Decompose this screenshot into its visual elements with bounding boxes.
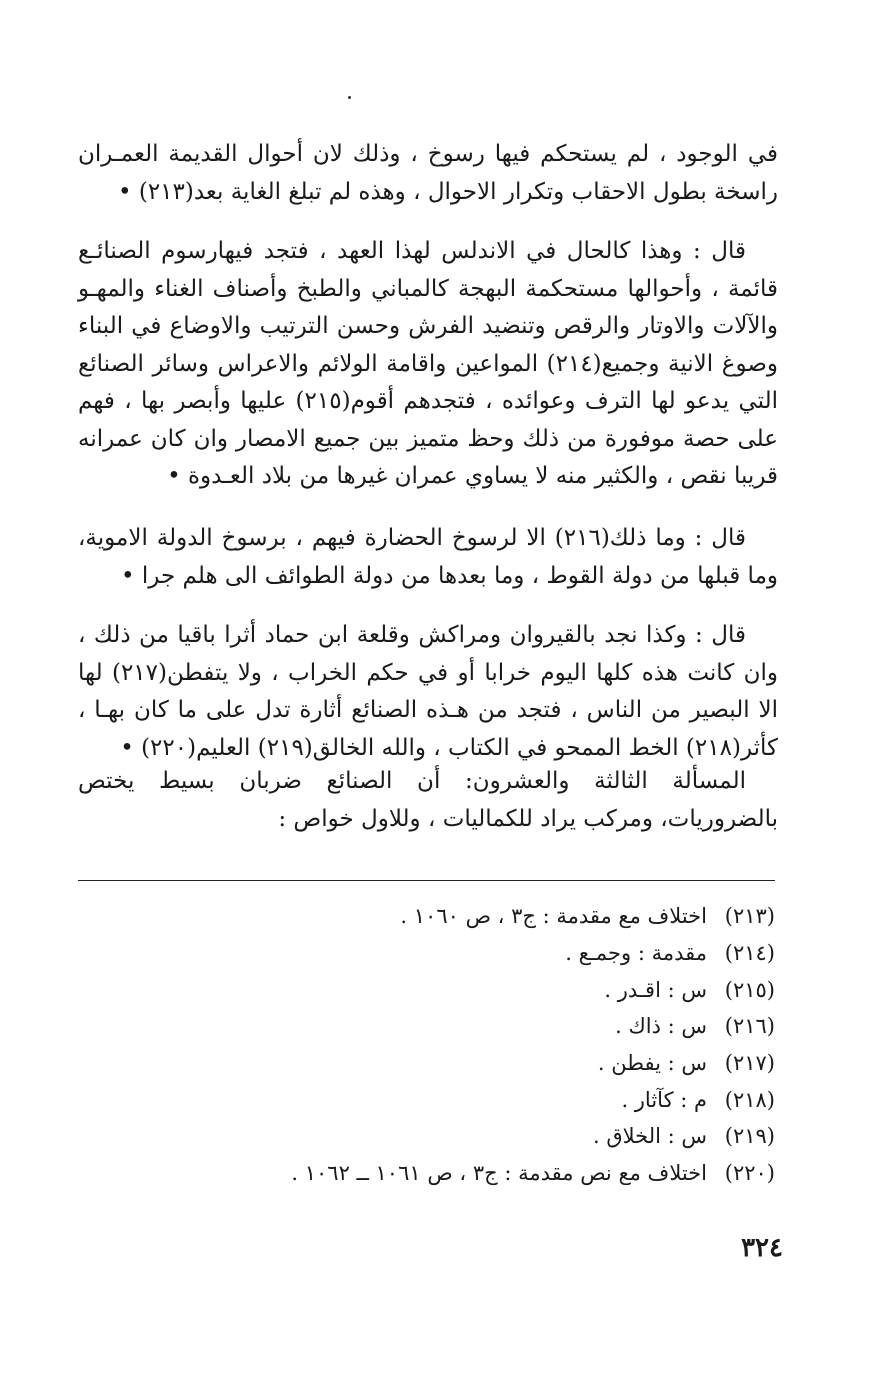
- footnote-text: م : كآثار .: [621, 1087, 707, 1112]
- footnote-text: س : اقـدر .: [604, 977, 707, 1002]
- footnote-number: (٢١٧): [724, 1051, 775, 1076]
- footnote: [180, 1045, 775, 1082]
- footnote: [180, 935, 775, 972]
- footnote-text: مقدمة : وجمـع .: [565, 941, 707, 966]
- footnote: [180, 971, 775, 1008]
- footnote: [180, 1155, 775, 1192]
- footnote-number: (٢١٩): [724, 1124, 775, 1149]
- paragraph-2: قال : وهذا كالحال في الاندلس لهذا العهد ، فتجد فيهارسوم الصنائـع قائمة ، وأحوالها مستحكمة البهجة كالمباني والطبخ وأصناف الغناء والمهـو والآلات والاوتار والرقص وتنضيد الفرش وحسن الترتيب والاوضاع في البناء وصوغ الانية وجميع(٢١٤) المواعين واقامة الولائم والاعراس وسائر الصنائع التي يدعو لها الترف وعوائده ، فتجدهم أقوم(٢١٥) عليها وأبصر بها ، فهم على حصة موفورة من ذلك وحظ متميز بين جميع الامصار وان كان عمرانه قريبا نقص ، والكثير منه لا يساوي عمران غيرها من بلاد العـدوة •: [78, 238, 778, 489]
- footnote-text: اختلاف مع نص مقدمة : ج٣ ، ص ١٠٦١ ــ ١٠٦٢ .: [291, 1161, 707, 1186]
- page-number: ٣٢٤: [741, 1233, 783, 1263]
- footnote-number: (٢١٤): [724, 941, 775, 966]
- footnote-number: (٢١٣): [724, 904, 775, 929]
- paragraph-4: قال : وكذا نجد بالقيروان ومراكش وقلعة ابن حماد أثرا باقيا من ذلك ، وان كانت هذه كلها اليوم خرابا أو في حكم الخراب ، ولا يتفطن(٢١٧) لها الا البصير من الناس ، فتجد من هـذه الصنائع أثارة تدل على ما كان بهـا ، كأثر(٢١٨) الخط الممحو في الكتاب ، والله الخالق(٢١٩) العليم(٢٢٠) •: [78, 622, 779, 761]
- footnotes: [180, 898, 775, 1192]
- footnote-text: س : يفطن .: [597, 1051, 707, 1076]
- paragraph-5-section-heading: المسألة الثالثة والعشرون: أن الصنائع ضربان بسيط يختص بالضروريات، ومركب يراد للكماليات ، وللاول خواص :: [78, 768, 778, 832]
- footnote-number: (٢١٥): [724, 977, 775, 1002]
- footnote: [180, 1008, 775, 1045]
- footnote-number: (٢١٦): [724, 1014, 775, 1039]
- footnote: [180, 1118, 775, 1155]
- footnote-text: اختلاف مع مقدمة : ج٣ ، ص ١٠٦٠ .: [400, 904, 707, 929]
- footnote: [180, 898, 775, 935]
- footnote-divider: [78, 880, 775, 881]
- footnote-number: (٢١٨): [724, 1087, 775, 1112]
- ink-speck: [348, 96, 351, 99]
- footnote-number: (٢٢٠): [724, 1161, 775, 1186]
- footnote-text: س : ذاك .: [615, 1014, 707, 1039]
- footnote-text: س : الخلاق .: [592, 1124, 707, 1149]
- footnote: [180, 1081, 775, 1118]
- paragraph-1: في الوجود ، لم يستحكم فيها رسوخ ، وذلك لان أحوال القديمة العمـران راسخة بطول الاحقاب وتكرار الاحوال ، وهذه لم تبلغ الغاية بعد(٢١٣) •: [78, 141, 778, 205]
- paragraph-3: قال : وما ذلك(٢١٦) الا لرسوخ الحضارة فيهم ، برسوخ الدولة الاموية، وما قبلها من دولة القوط ، وما بعدها من دولة الطوائف الى هلم جرا •: [78, 525, 778, 589]
